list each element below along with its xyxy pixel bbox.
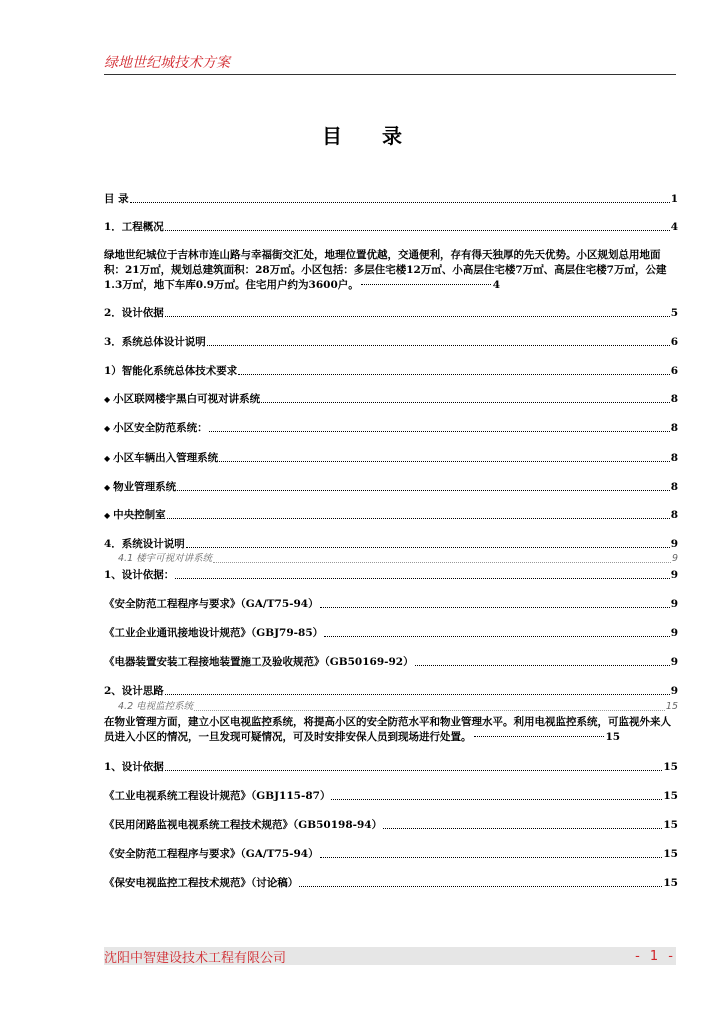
toc-entry-label (104, 760, 164, 774)
diamond-bullet-icon: ◆ (104, 453, 111, 463)
toc-entry-text: 《工业电视系统工程设计规范》（GBJ115-87） (104, 790, 331, 802)
toc-entry-text: 2．设计依据 (104, 307, 164, 319)
toc-entry[interactable] (104, 421, 678, 435)
toc-entry-text: 小区安全防范系统： (113, 422, 208, 434)
toc-entry[interactable] (104, 655, 678, 669)
toc-page-number: 9 (670, 598, 678, 610)
toc-entry-label (104, 537, 185, 551)
toc-paragraph[interactable] (104, 248, 678, 293)
toc-paragraph-text: 绿地世纪城位于吉林市连山路与幸福街交汇处，地理位置优越，交通便利，存有得天独厚的先天优势。小区规划总用地面积：21万㎡，规划总建筑面积：28万㎡。小区包括：多层住宅楼12万㎡、小高层住宅楼7万㎡、高层住宅楼7万㎡，公建1.3万㎡，地下车库0.9万㎡。住宅用户约为3600户。 (104, 249, 667, 291)
page-title: 目录 (322, 124, 442, 148)
toc-entry[interactable] (104, 192, 678, 206)
toc-entry[interactable] (104, 626, 678, 640)
toc-page-number: 15 (663, 790, 678, 802)
toc-leader-dots (415, 665, 670, 666)
toc-entry[interactable] (104, 537, 678, 551)
toc-entry-text: 目 录 (104, 193, 129, 205)
toc-page-number: 6 (670, 336, 678, 348)
toc-page-number: 4 (492, 279, 501, 291)
toc-page-number: 5 (670, 307, 678, 319)
toc-leader-dots (165, 230, 670, 231)
toc-entry[interactable] (104, 876, 678, 890)
toc-entry-text: 1、设计依据 (104, 761, 164, 773)
toc-entry-text: 4.1 楼宇可视对讲系统 (118, 553, 213, 564)
toc-entry-label (118, 552, 212, 566)
toc-entry-text: 《电器装置安装工程接地装置施工及验收规范》（GB50169-92） (104, 656, 414, 668)
toc-entry-label (104, 847, 319, 861)
toc-entry-text: 2、设计思路 (104, 685, 164, 697)
toc-page-number: 15 (663, 819, 678, 831)
toc-leader-dots (324, 636, 670, 637)
toc-entry-text: 《安全防范工程程序与要求》（GA/T75-94） (104, 598, 319, 610)
toc-leader-dots (186, 547, 670, 548)
toc-page-number: 9 (670, 685, 678, 697)
toc-entry[interactable] (104, 684, 678, 698)
toc-leader-dots (219, 461, 670, 462)
toc-entry-label (104, 364, 237, 378)
toc-entry[interactable] (104, 568, 678, 582)
toc-entry-text: 小区车辆出入管理系统 (113, 452, 219, 464)
toc-page-number: 15 (663, 877, 678, 889)
footer-company: 沈阳中智建设技术工程有限公司 (104, 950, 287, 966)
toc-page-number: 9 (670, 538, 678, 550)
toc-leader-dots (213, 562, 671, 563)
toc-leader-dots (383, 828, 662, 829)
toc-entry-text: 1．工程概况 (104, 221, 164, 233)
toc-page-number: 8 (670, 422, 678, 434)
toc-page-number: 15 (663, 761, 678, 773)
toc-entry-label (104, 597, 319, 611)
toc-entry-label (104, 818, 382, 832)
toc-entry-label (104, 684, 164, 698)
toc-entry-text: 物业管理系统 (113, 481, 177, 493)
toc-leader-dots (361, 284, 491, 285)
toc-entry-label (104, 392, 260, 406)
toc-entry-text: 4.2 电视监控系统 (118, 701, 194, 712)
toc-entry[interactable] (104, 364, 678, 378)
page-footer (104, 947, 676, 965)
diamond-bullet-icon: ◆ (104, 423, 111, 433)
toc-leader-dots (175, 578, 669, 579)
toc-entry[interactable] (104, 700, 678, 714)
toc-entry-text: 1）智能化系统总体技术要求 (104, 365, 238, 377)
toc-leader-dots (320, 607, 670, 608)
toc-page-number: 9 (671, 553, 678, 564)
toc-page-number: 9 (670, 569, 678, 581)
toc-leader-dots (165, 316, 670, 317)
toc-entry-label (104, 421, 208, 435)
toc-entry[interactable] (104, 335, 678, 349)
diamond-bullet-icon: ◆ (104, 510, 111, 520)
toc-entry-text: 《安全防范工程程序与要求》（GA/T75-94） (104, 848, 319, 860)
toc-leader-dots (474, 736, 604, 737)
toc-entry[interactable] (104, 480, 678, 494)
toc-entry-label (104, 876, 298, 890)
toc-entry[interactable] (104, 220, 678, 234)
toc-leader-dots (130, 202, 670, 203)
toc-entry-text: 《保安电视监控工程技术规范》（讨论稿） (104, 877, 299, 889)
toc-page-number: 8 (670, 481, 678, 493)
toc-leader-dots (207, 345, 670, 346)
toc-page-number: 15 (663, 848, 678, 860)
header-title: 绿地世纪城技术方案 (104, 55, 230, 71)
toc-entry[interactable] (104, 552, 678, 566)
toc-leader-dots (194, 710, 665, 711)
toc-entry-label (104, 220, 164, 234)
toc-entry-text: 1、设计依据： (104, 569, 175, 581)
toc-entry-label (104, 789, 330, 803)
toc-page-number: 8 (670, 393, 678, 405)
toc-entry-label (104, 568, 174, 582)
toc-page-number: 15 (665, 701, 678, 712)
toc-leader-dots (238, 374, 669, 375)
toc-page-number: 6 (670, 365, 678, 377)
toc-page-number: 1 (670, 193, 678, 205)
toc-page-number: 15 (605, 731, 621, 743)
toc-leader-dots (177, 490, 670, 491)
toc-entry-label (104, 508, 166, 522)
toc-paragraph[interactable] (104, 715, 678, 745)
toc-leader-dots (167, 518, 670, 519)
toc-entry[interactable] (104, 392, 678, 406)
toc-entry-text: 小区联网楼宇黑白可视对讲系统 (113, 393, 261, 405)
toc-leader-dots (320, 857, 663, 858)
toc-entry-text: 3．系统总体设计说明 (104, 336, 206, 348)
toc-leader-dots (299, 886, 662, 887)
toc-entry-text: 中央控制室 (113, 509, 166, 521)
toc-entry-label (104, 335, 206, 349)
toc-entry[interactable] (104, 847, 678, 861)
toc-page-number: 8 (670, 509, 678, 521)
toc-paragraph-text: 在物业管理方面，建立小区电视监控系统，将提高小区的安全防范水平和物业管理水平。利用电视监控系统，可监视外来人员进入小区的情况，一旦发现可疑情况，可及时安排安保人员到现场进行处置。 (104, 716, 671, 743)
toc-entry-label (104, 451, 218, 465)
toc-page-number: 4 (670, 221, 678, 233)
toc-entry[interactable] (104, 508, 678, 522)
page-header (104, 54, 676, 75)
toc-leader-dots (209, 431, 670, 432)
toc-entry-label (104, 480, 176, 494)
toc-entry[interactable] (104, 760, 678, 774)
toc-entry-text: 4．系统设计说明 (104, 538, 185, 550)
toc-page-number: 9 (670, 627, 678, 639)
footer-page-number: - 1 - (635, 948, 676, 964)
table-of-contents (104, 192, 678, 890)
toc-leader-dots (165, 694, 670, 695)
toc-leader-dots (165, 770, 663, 771)
toc-entry-label (104, 626, 323, 640)
toc-page-number: 9 (670, 656, 678, 668)
toc-page-number: 8 (670, 452, 678, 464)
toc-entry-text: 《民用闭路监视电视系统工程技术规范》（GB50198-94） (104, 819, 383, 831)
toc-entry[interactable] (104, 789, 678, 803)
toc-entry-text: 《工业企业通讯接地设计规范》（GBJ79-85） (104, 627, 324, 639)
toc-entry[interactable] (104, 451, 678, 465)
toc-entry[interactable] (104, 597, 678, 611)
toc-entry-label (104, 306, 164, 320)
toc-entry[interactable] (104, 818, 678, 832)
toc-leader-dots (261, 402, 670, 403)
diamond-bullet-icon: ◆ (104, 482, 111, 492)
toc-entry-label (104, 655, 414, 669)
toc-leader-dots (331, 799, 662, 800)
toc-entry-label (118, 700, 193, 714)
toc-entry[interactable] (104, 306, 678, 320)
toc-entry-label (104, 192, 129, 206)
diamond-bullet-icon: ◆ (104, 394, 111, 404)
